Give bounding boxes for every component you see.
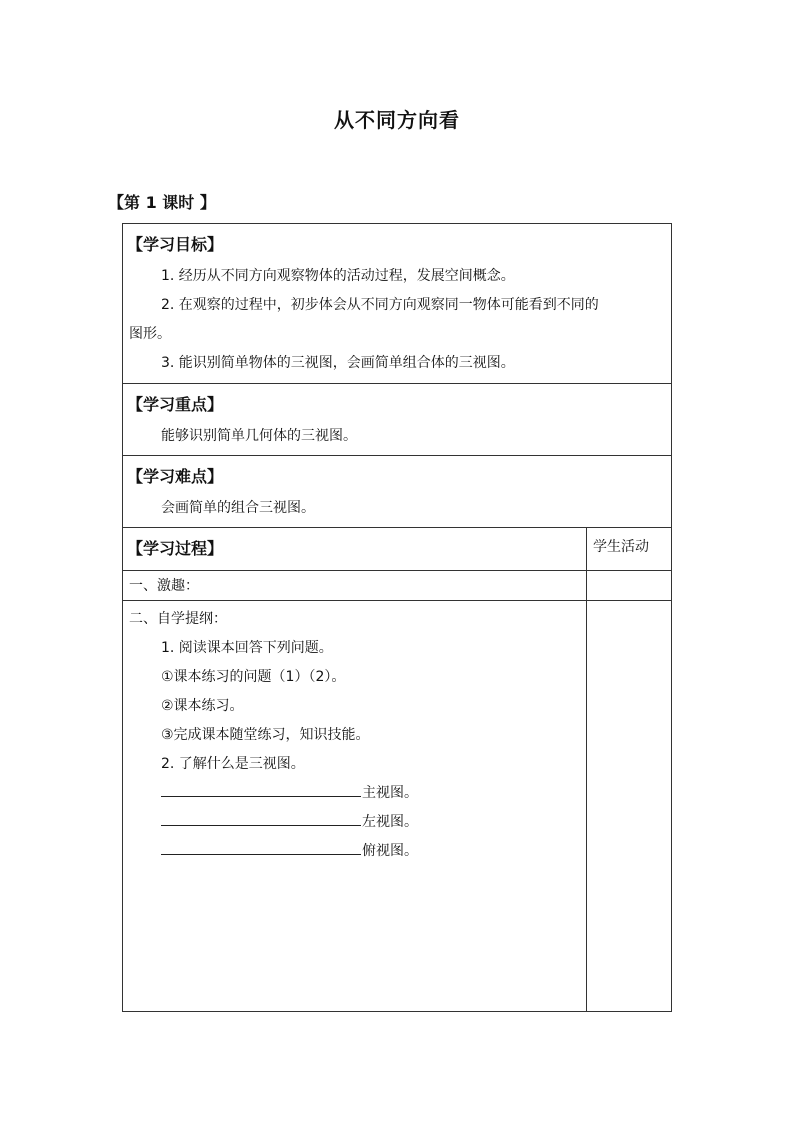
selfstudy-heading: 二、自学提纲：: [129, 611, 227, 627]
process-heading: 【学习过程】: [127, 539, 224, 558]
goal-item-2-cont: 图形。: [129, 326, 171, 342]
question-2: ②课本练习。: [161, 698, 244, 714]
left-view-label: 左视图。: [362, 814, 418, 830]
warmup-cell: [123, 571, 587, 601]
key-points-text: 能够识别简单几何体的三视图。: [161, 428, 357, 444]
key-points-cell: [123, 384, 672, 456]
difficulties-cell: [123, 456, 672, 528]
student-activity-cell: [587, 528, 672, 571]
key-points-heading: 【学习重点】: [127, 395, 224, 414]
student-activity-label: 学生活动: [593, 539, 649, 555]
question-3: ③完成课本随堂练习，知识技能。: [161, 727, 370, 743]
warmup-activity-cell: [587, 571, 672, 601]
warmup-label: 一、激趣：: [129, 578, 199, 594]
goals-row: [123, 224, 672, 384]
process-heading-cell: [123, 528, 587, 571]
front-view-label: 主视图。: [362, 785, 418, 801]
difficulties-heading: 【学习难点】: [127, 467, 224, 486]
top-view-label: 俯视图。: [362, 843, 418, 859]
fill-blank-front: [161, 779, 361, 797]
step-2: 2. 了解什么是三视图。: [161, 756, 305, 772]
goals-cell: [123, 224, 672, 384]
selfstudy-activity-cell: [587, 601, 672, 1012]
process-header-row: [123, 528, 672, 571]
selfstudy-cell: [123, 601, 587, 1012]
key-points-row: [123, 384, 672, 456]
goal-item-2: 2. 在观察的过程中，初步体会从不同方向观察同一物体可能看到不同的: [161, 297, 599, 313]
blank-line-top: [123, 837, 586, 866]
lesson-table: [122, 223, 672, 1012]
goals-heading: 【学习目标】: [127, 235, 224, 254]
difficulties-text: 会画简单的组合三视图。: [161, 500, 315, 516]
blank-line-front: [123, 779, 586, 808]
blank-line-left: [123, 808, 586, 837]
fill-blank-left: [161, 808, 361, 826]
fill-blank-top: [161, 837, 361, 855]
step-1: 1. 阅读课本回答下列问题。: [161, 640, 333, 656]
warmup-row: [123, 571, 672, 601]
session-label: 【第 1 课时 】: [108, 193, 216, 212]
selfstudy-row: [123, 601, 672, 1012]
question-1: ①课本练习的问题（1）（2）。: [161, 669, 346, 685]
difficulties-row: [123, 456, 672, 528]
goal-item-3: 3. 能识别简单物体的三视图，会画简单组合体的三视图。: [161, 355, 515, 371]
document-title: 从不同方向看: [334, 108, 460, 132]
goal-item-1: 1. 经历从不同方向观察物体的活动过程，发展空间概念。: [161, 268, 515, 284]
